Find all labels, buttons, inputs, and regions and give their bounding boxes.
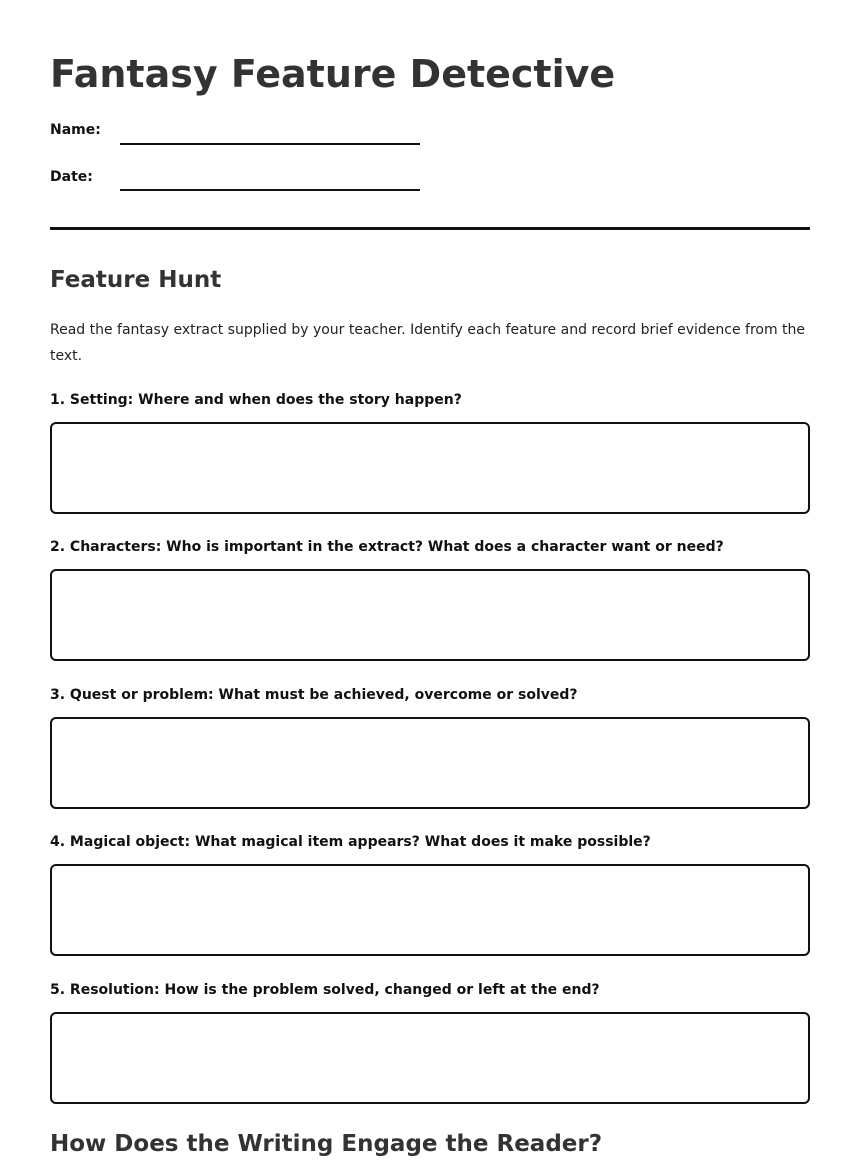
header-divider bbox=[50, 227, 810, 230]
date-field bbox=[50, 167, 450, 197]
answer-box-characters[interactable] bbox=[50, 569, 810, 661]
question-characters bbox=[50, 537, 810, 661]
question-resolution bbox=[50, 980, 810, 1104]
page-title: Fantasy Feature Detective bbox=[50, 52, 616, 96]
question-quest bbox=[50, 685, 810, 809]
question-label: 2. Characters: Who is important in the extract? What does a character want or need? bbox=[50, 539, 724, 555]
answer-box-resolution[interactable] bbox=[50, 1012, 810, 1104]
instructions-text: Read the fantasy extract supplied by your teacher. Identify each feature and record brief evidence from the text. bbox=[50, 322, 806, 364]
answer-box-setting[interactable] bbox=[50, 422, 810, 514]
date-label: Date: bbox=[50, 169, 93, 185]
question-label: 5. Resolution: How is the problem solved, changed or left at the end? bbox=[50, 982, 600, 998]
question-label: 3. Quest or problem: What must be achieved, overcome or solved? bbox=[50, 687, 578, 703]
answer-box-magical-object[interactable] bbox=[50, 864, 810, 956]
engagement-heading: How Does the Writing Engage the Reader? bbox=[50, 1131, 603, 1157]
date-input-line[interactable] bbox=[120, 189, 420, 191]
feature-hunt-heading: Feature Hunt bbox=[50, 267, 222, 293]
name-label: Name: bbox=[50, 122, 101, 138]
name-input-line[interactable] bbox=[120, 143, 420, 145]
question-label: 4. Magical object: What magical item appears? What does it make possible? bbox=[50, 834, 651, 850]
answer-box-quest[interactable] bbox=[50, 717, 810, 809]
question-setting bbox=[50, 390, 810, 514]
question-magical-object bbox=[50, 832, 810, 956]
name-field bbox=[50, 120, 450, 150]
question-label: 1. Setting: Where and when does the story happen? bbox=[50, 392, 462, 408]
